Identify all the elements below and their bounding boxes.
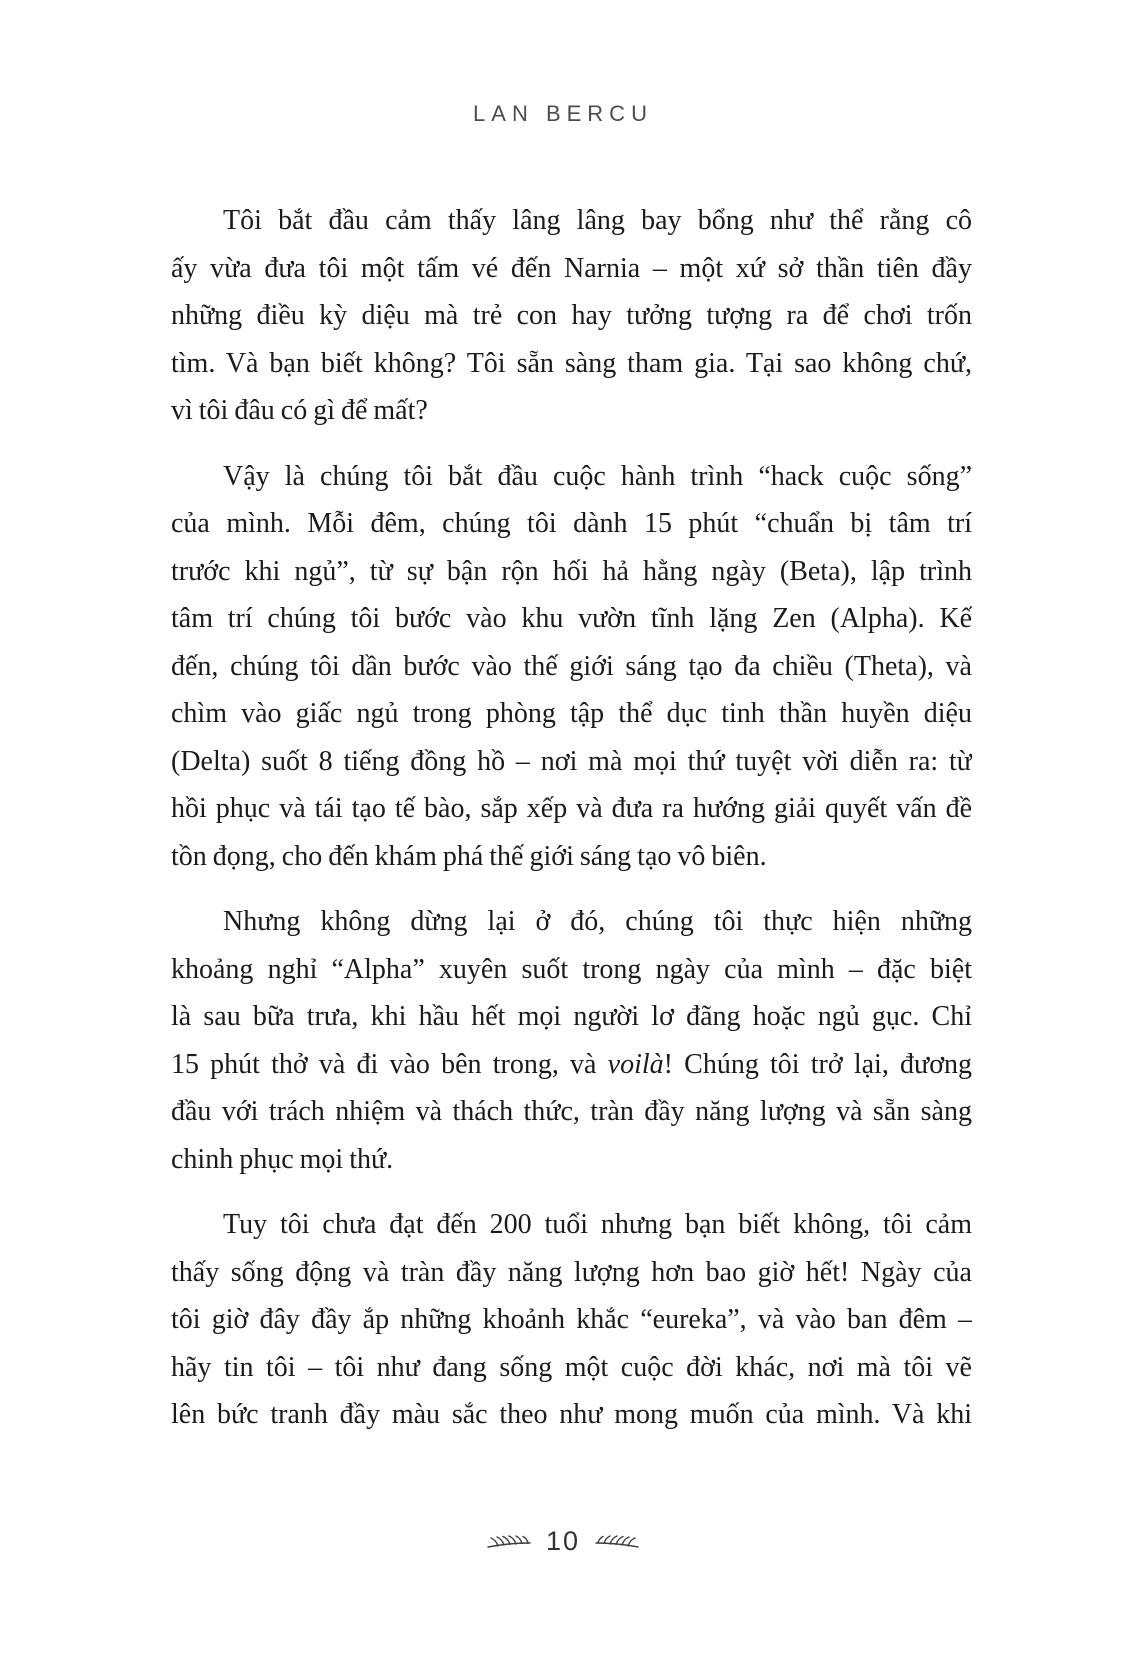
- text-segment: ! Chúng tôi trở lại, đương: [663, 1048, 972, 1080]
- text-line: [171, 1041, 972, 1089]
- text-line: chìm vào giấc ngủ trong phòng tập thể dục tinh thần huyền diệu: [171, 698, 972, 729]
- text-line: Tuy tôi chưa đạt đến 200 tuổi nhưng bạn biết không, tôi cảm: [223, 1209, 972, 1240]
- text-segment: 15 phút thở và đi vào bên trong, và: [171, 1048, 608, 1080]
- text-line: hãy tin tôi – tôi như đang sống một cuộc đời khác, nơi mà tôi vẽ: [171, 1351, 972, 1383]
- text-line: tìm. Và bạn biết không? Tôi sẵn sàng tham gia. Tại sao không chứ,: [171, 347, 972, 379]
- text-line: những điều kỳ diệu mà trẻ con hay tưởng tượng ra để chơi trốn: [171, 300, 972, 331]
- text-line: khoảng nghỉ “Alpha” xuyên suốt trong ngày của mình – đặc biệt: [171, 953, 972, 985]
- text-line: đến, chúng tôi dần bước vào thế giới sáng tạo đa chiều (Theta), và: [171, 650, 972, 682]
- page-footer: [0, 1528, 1126, 1555]
- text-line: Vậy là chúng tôi bắt đầu cuộc hành trình “hack cuộc sống”: [223, 460, 972, 492]
- text-line: trước khi ngủ”, từ sự bận rộn hối hả hằng ngày (Beta), lập trình: [171, 555, 972, 587]
- text-line: ấy vừa đưa tôi một tấm vé đến Narnia – một xứ sở thần tiên đầy: [171, 252, 972, 284]
- text-line: (Delta) suốt 8 tiếng đồng hồ – nơi mà mọi thứ tuyệt vời diễn ra: từ: [171, 745, 972, 777]
- text-line: tồn đọng, cho đến khám phá thế giới sáng tạo vô biên.: [171, 840, 767, 872]
- page-body: [171, 197, 972, 1457]
- text-line: thấy sống động và tràn đầy năng lượng hơn bao giờ hết! Ngày của: [171, 1256, 972, 1288]
- paragraph-3: [171, 898, 972, 1183]
- text-line: lên bức tranh đầy màu sắc theo như mong muốn của mình. Và khi: [171, 1399, 972, 1430]
- text-line: đầu với trách nhiệm và thách thức, tràn đầy năng lượng và sẵn sàng: [171, 1096, 972, 1127]
- text-line: hồi phục và tái tạo tế bào, sắp xếp và đưa ra hướng giải quyết vấn đề: [171, 793, 972, 824]
- running-header: LAN BERCU: [473, 101, 653, 126]
- paragraph-1: [171, 197, 972, 435]
- text-line: vì tôi đâu có gì để mất?: [171, 395, 428, 426]
- paragraph-2: [171, 453, 972, 881]
- italic-word: voilà: [607, 1048, 664, 1080]
- text-line: Tôi bắt đầu cảm thấy lâng lâng bay bổng như thể rằng cô: [223, 205, 972, 236]
- page-number: 10: [545, 1526, 581, 1556]
- text-line: Nhưng không dừng lại ở đó, chúng tôi thực hiện những: [223, 906, 972, 937]
- text-line: của mình. Mỗi đêm, chúng tôi dành 15 phút “chuẩn bị tâm trí: [171, 508, 972, 539]
- text-line: là sau bữa trưa, khi hầu hết mọi người lơ đãng hoặc ngủ gục. Chỉ: [171, 1001, 972, 1032]
- text-line: tâm trí chúng tôi bước vào khu vườn tĩnh lặng Zen (Alpha). Kế: [171, 603, 972, 634]
- laurel-ornament-left-icon: [486, 1532, 532, 1552]
- text-line: chinh phục mọi thứ.: [171, 1143, 394, 1175]
- text-line: tôi giờ đây đầy ắp những khoảnh khắc “eureka”, và vào ban đêm –: [171, 1304, 972, 1335]
- paragraph-4: [171, 1201, 972, 1439]
- laurel-ornament-right-icon: [594, 1532, 640, 1552]
